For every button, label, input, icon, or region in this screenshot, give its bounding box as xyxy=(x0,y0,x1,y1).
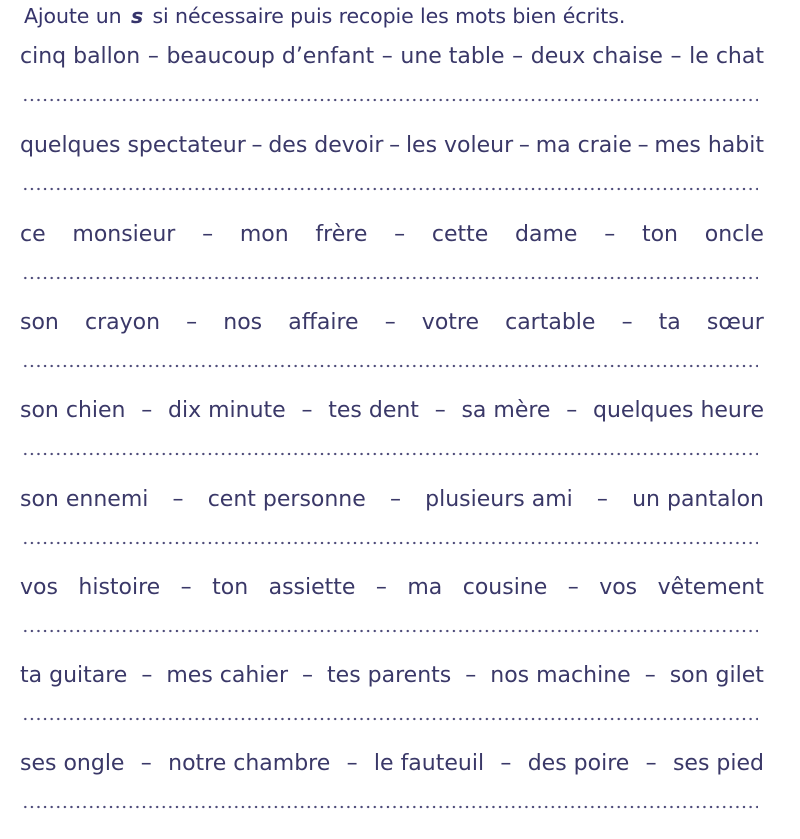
dash-separator: – xyxy=(141,398,153,423)
dash-separator: – xyxy=(186,310,198,335)
dash-separator: – xyxy=(381,44,393,69)
exercise-row xyxy=(20,222,764,310)
word-item: ses pied xyxy=(672,751,764,776)
word-item: cousine xyxy=(462,575,548,600)
word-item: quelques heure xyxy=(593,398,764,423)
word-item: mes habit xyxy=(654,133,764,158)
dash-separator: – xyxy=(518,133,530,158)
word-item: mes cahier xyxy=(166,663,288,688)
word-item: ma xyxy=(407,575,443,600)
word-item: tes parents xyxy=(327,663,452,688)
word-line xyxy=(20,133,764,158)
word-item: affaire xyxy=(288,310,359,335)
dash-separator: – xyxy=(566,398,578,423)
dotted-answer-line[interactable] xyxy=(22,541,758,545)
dash-separator: – xyxy=(670,44,682,69)
word-item: son ennemi xyxy=(20,487,149,512)
dash-separator: – xyxy=(346,751,358,776)
word-line xyxy=(20,398,764,423)
dash-separator: – xyxy=(512,44,524,69)
word-item: des devoir xyxy=(268,133,384,158)
word-item: une table xyxy=(400,44,505,69)
word-item: son gilet xyxy=(669,663,764,688)
word-item: son chien xyxy=(20,398,126,423)
dash-separator: – xyxy=(567,575,579,600)
word-item: cent personne xyxy=(207,487,366,512)
dotted-answer-line[interactable] xyxy=(22,364,758,368)
exercise-row xyxy=(20,133,764,221)
dotted-answer-line[interactable] xyxy=(22,629,758,633)
word-item: dame xyxy=(515,222,578,247)
word-item: ma craie xyxy=(535,133,632,158)
word-item: monsieur xyxy=(72,222,176,247)
exercise-row xyxy=(20,663,764,751)
word-item: tes dent xyxy=(328,398,419,423)
word-item: mon xyxy=(239,222,289,247)
word-item: cette xyxy=(431,222,489,247)
dash-separator: – xyxy=(434,398,446,423)
dash-separator: – xyxy=(465,663,477,688)
dash-separator: – xyxy=(500,751,512,776)
word-item: nos xyxy=(223,310,263,335)
dash-separator: – xyxy=(202,222,214,247)
word-item: crayon xyxy=(84,310,161,335)
dash-separator: – xyxy=(180,575,192,600)
word-item: ton xyxy=(641,222,678,247)
word-item: un pantalon xyxy=(632,487,764,512)
word-item: oncle xyxy=(704,222,764,247)
word-line xyxy=(20,751,764,776)
word-item: sœur xyxy=(706,310,764,335)
dash-separator: – xyxy=(302,663,314,688)
exercise-row xyxy=(20,575,764,663)
word-item: le fauteuil xyxy=(373,751,485,776)
word-item: plusieurs ami xyxy=(425,487,573,512)
dash-separator: – xyxy=(384,310,396,335)
word-item: cartable xyxy=(505,310,596,335)
word-line xyxy=(20,575,764,600)
word-item: ta xyxy=(658,310,681,335)
word-item: des poire xyxy=(527,751,630,776)
word-item: sa mère xyxy=(461,398,551,423)
dotted-answer-line[interactable] xyxy=(22,805,758,809)
word-line xyxy=(20,44,764,69)
dash-separator: – xyxy=(301,398,313,423)
word-item: frère xyxy=(315,222,368,247)
dash-separator: – xyxy=(637,133,649,158)
word-item: ses ongle xyxy=(20,751,125,776)
dotted-answer-line[interactable] xyxy=(22,98,758,102)
word-item: les voleur xyxy=(405,133,514,158)
word-line xyxy=(20,663,764,688)
instruction-text-start: Ajoute un xyxy=(24,4,122,28)
word-item: son xyxy=(20,310,59,335)
word-item: vos xyxy=(599,575,638,600)
word-item: nos machine xyxy=(490,663,631,688)
dash-separator: – xyxy=(621,310,633,335)
word-item: dix minute xyxy=(168,398,286,423)
exercise-row xyxy=(20,310,764,398)
dash-separator: – xyxy=(389,133,401,158)
word-item: votre xyxy=(421,310,479,335)
dash-separator: – xyxy=(141,663,153,688)
dash-separator: – xyxy=(645,751,657,776)
dash-separator: – xyxy=(604,222,616,247)
word-item: deux chaise xyxy=(530,44,663,69)
word-item: cinq ballon xyxy=(20,44,141,69)
dash-separator: – xyxy=(596,487,608,512)
instruction-text-end: si nécessaire puis recopie les mots bien écrits. xyxy=(152,4,626,28)
word-item: ta guitare xyxy=(20,663,128,688)
word-line xyxy=(20,222,764,247)
word-item: ce xyxy=(20,222,46,247)
word-item: histoire xyxy=(78,575,161,600)
word-item: vos xyxy=(20,575,58,600)
dotted-answer-line[interactable] xyxy=(22,717,758,721)
exercise-instruction xyxy=(24,4,625,28)
exercise-row xyxy=(20,487,764,575)
dash-separator: – xyxy=(140,751,152,776)
dash-separator: – xyxy=(644,663,656,688)
dash-separator: – xyxy=(389,487,401,512)
word-item: ton xyxy=(212,575,249,600)
word-line xyxy=(20,487,764,512)
word-item: le chat xyxy=(689,44,764,69)
exercise-row xyxy=(20,44,764,132)
dash-separator: – xyxy=(251,133,263,158)
exercise-row xyxy=(20,398,764,486)
word-item: beaucoup d’enfant xyxy=(166,44,375,69)
word-item: assiette xyxy=(268,575,356,600)
dash-separator: – xyxy=(375,575,387,600)
dotted-answer-line[interactable] xyxy=(22,276,758,280)
word-item: quelques spectateur xyxy=(20,133,246,158)
dotted-answer-line[interactable] xyxy=(22,187,758,191)
word-item: vêtement xyxy=(657,575,764,600)
word-item: notre chambre xyxy=(168,751,331,776)
word-line xyxy=(20,310,764,335)
dash-separator: – xyxy=(172,487,184,512)
dash-separator: – xyxy=(147,44,159,69)
dash-separator: – xyxy=(394,222,406,247)
dotted-answer-line[interactable] xyxy=(22,452,758,456)
instruction-letter-s: s xyxy=(130,4,144,28)
